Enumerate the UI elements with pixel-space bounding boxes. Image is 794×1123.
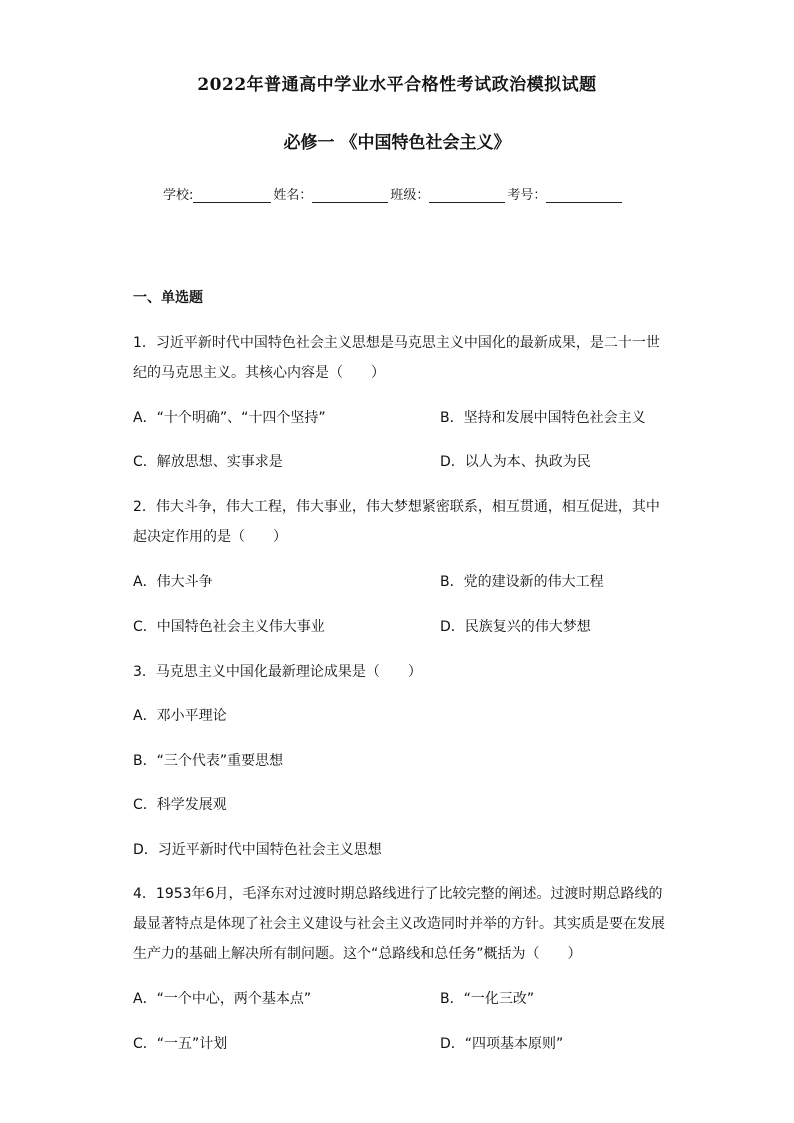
question-3-option-b[interactable]: B．“三个代表”重要思想: [133, 753, 284, 769]
question-3-option-a[interactable]: A．邓小平理论: [133, 708, 227, 724]
section-heading: 一、单选题: [133, 290, 203, 306]
question-2-option-c[interactable]: C．中国特色社会主义伟大事业: [133, 619, 325, 635]
exam-number-field[interactable]: [546, 188, 622, 203]
exam-subtitle: 必修一 《中国特色社会主义》: [283, 133, 511, 153]
question-2-option-d[interactable]: D．民族复兴的伟大梦想: [440, 619, 591, 635]
question-1-option-d[interactable]: D．以人为本、执政为民: [440, 454, 591, 470]
question-4-option-a[interactable]: A．“一个中心，两个基本点”: [133, 991, 312, 1007]
question-4-option-b[interactable]: B．“一化三改”: [440, 991, 535, 1007]
school-label: 学校:: [163, 188, 194, 203]
question-1-option-c[interactable]: C．解放思想、实事求是: [133, 454, 283, 470]
question-1-option-b[interactable]: B．坚持和发展中国特色社会主义: [440, 410, 646, 426]
question-4-option-c[interactable]: C．“一五”计划: [133, 1036, 228, 1052]
question-3-line-1: 3．马克思主义中国化最新理论成果是（ ）: [133, 664, 422, 680]
question-2-line-2: 起决定作用的是（ ）: [133, 529, 287, 545]
question-3-option-c[interactable]: C．科学发展观: [133, 797, 227, 813]
question-4-line-3: 生产力的基础上解决所有制问题。这个“总路线和总任务”概括为（ ）: [133, 946, 582, 962]
question-1-option-a[interactable]: A．“十个明确”、“十四个坚持”: [133, 410, 326, 426]
question-1-line-2: 纪的马克思主义。其核心内容是（ ）: [133, 365, 385, 381]
question-2-line-1: 2．伟大斗争，伟大工程，伟大事业，伟大梦想紧密联系，相互贯通，相互促进，其中: [133, 499, 660, 515]
question-2-option-b[interactable]: B．党的建设新的伟大工程: [440, 574, 604, 590]
question-1-line-1: 1．习近平新时代中国特色社会主义思想是马克思主义中国化的最新成果，是二十一世: [133, 335, 660, 351]
exam-title: 2022年普通高中学业水平合格性考试政治模拟试题: [197, 75, 597, 95]
question-2-option-a[interactable]: A．伟大斗争: [133, 574, 213, 590]
school-field[interactable]: [193, 188, 271, 203]
question-3-option-d[interactable]: D．习近平新时代中国特色社会主义思想: [133, 842, 382, 858]
question-4-option-d[interactable]: D．“四项基本原则”: [440, 1036, 564, 1052]
class-label: 班级：: [390, 188, 430, 203]
question-4-line-2: 最显著特点是体现了社会主义建设与社会主义改造同时并举的方针。其实质是要在发展: [133, 916, 665, 932]
exam-number-label: 考号：: [507, 188, 547, 203]
name-field[interactable]: [312, 188, 388, 203]
student-info-line: [163, 184, 624, 203]
class-field[interactable]: [429, 188, 505, 203]
name-label: 姓名：: [273, 188, 313, 203]
question-4-line-1: 4．1953年6月，毛泽东对过渡时期总路线进行了比较完整的阐述。过渡时期总路线的: [133, 886, 663, 902]
